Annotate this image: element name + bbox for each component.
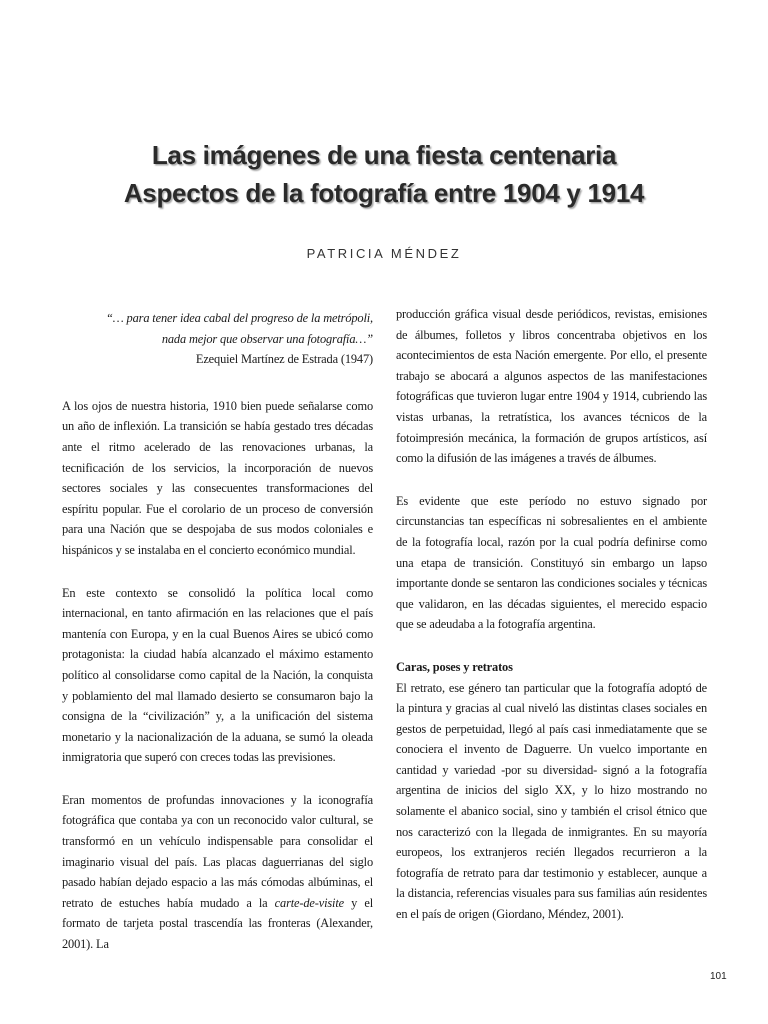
left-column [62,308,373,977]
page-number: 101 [710,971,727,982]
epigraph [62,308,373,370]
author-name: PATRICIA MÉNDEZ [306,246,462,261]
article-title [0,136,768,212]
epigraph-quote-line-2: nada mejor que observar una fotografía…” [161,331,373,346]
epigraph-quote-line-1: “… para tener idea cabal del progreso de la metrópoli, [106,311,373,325]
text-run: y el formato de tarjeta postal trascendía las fronteras (Alexander, 2001). La [62,895,373,952]
text-run: Eran momentos de profundas innovaciones y la iconografía fotográfica que contaba ya con un reconocido valor cultural, se transformó en un vehículo indispensable para consolidar el imaginario visual del país. Las placas daguerrianas del siglo pasado habían dejado espacio a las más cómodas albúminas, el retrato de estuches había mudado a la [62,792,373,910]
title-line-1: Las imágenes de una fiesta centenaria [151,140,617,170]
section-heading: Caras, poses y retratos [396,659,513,674]
epigraph-source: Ezequiel Martínez de Estrada (1947) [195,352,373,367]
paragraph: Es evidente que este período no estuvo signado por circunstancias tan específicas ni sobresalientes en el ambiente de la fotografía local, razón por la cual podría definirse como una etapa de transición. Constituyó sin embargo un lapso importante donde se sentaron las condiciones sociales y técnicas que validaron, en las décadas siguientes, el merecido espacio que se adeudaba a la fotografía argentina. [396,493,707,632]
right-column [396,308,707,947]
italic-term: carte-de-visite [274,895,344,910]
paragraph: El retrato, ese género tan particular que la fotografía adoptó de la pintura y gracias al cual niveló las distintas clases sociales en gestos de perpetuidad, llegó al país casi inmediatamente que se conociera el invento de Daguerre. Un vuelco importante en cantidad y variedad -por su diversidad- signó a la fotografía argentina de inicios del siglo XX, y lo hizo mostrando no solamente el abanico social, sino y también el crisol étnico que nos caracterizó con la llegada de inmigrantes. En su mayoría europeos, los extranjeros recién llegados recurrieron a la fotografía de retrato para dar testimonio y establecer, aunque a la distancia, referencias visuales para sus familias aún residentes en el país de origen (Giordano, Méndez, 2001). [396,680,707,922]
paragraph: A los ojos de nuestra historia, 1910 bien puede señalarse como un año de inflexión. La transición se había gestado tres décadas ante el ritmo acelerado de las renovaciones urbanas, la tecnificación de los servicios, la incorporación de nuevos sectores sociales y las consecuentes transformaciones del espíritu popular. Fue el corolario de un proceso de conversión para una Nación que se despojaba de sus modos coloniales e hispánicos y se instalaba en el concierto económico mundial. [62,398,373,557]
paragraph: producción gráfica visual desde periódicos, revistas, emisiones de álbumes, folletos y libros concentraba objetivos en los acontecimientos de esta Nación emergente. Por ello, el presente trabajo se abocará a algunos aspectos de las manifestaciones fotográficas que tuvieron lugar entre 1904 y 1914, cubriendo las vistas urbanas, la retratística, los avances técnicos de la fotoimpresión mecánica, la formación de grupos artísticos, así como la difusión de las imágenes a través de álbumes. [396,307,707,466]
paragraph [62,790,373,955]
title-line-2: Aspectos de la fotografía entre 1904 y 1914 [123,178,645,208]
paragraph: En este contexto se consolidó la política local como internacional, en tanto afirmación en las relaciones que el país mantenía con Europa, y en la cual Buenos Aires se ubicó como protagonista: la ciudad había alcanzado el máximo estamento político al consolidarse como capital de la Nación, la conquista y poblamiento del mal llamado desierto se consumaron bajo la consigna de la “civilización” y, a la unificación del sistema monetario y la nacionalización de la aduana, se sumó la oleada inmigratoria que superó con creces todas las previsiones. [62,585,373,765]
